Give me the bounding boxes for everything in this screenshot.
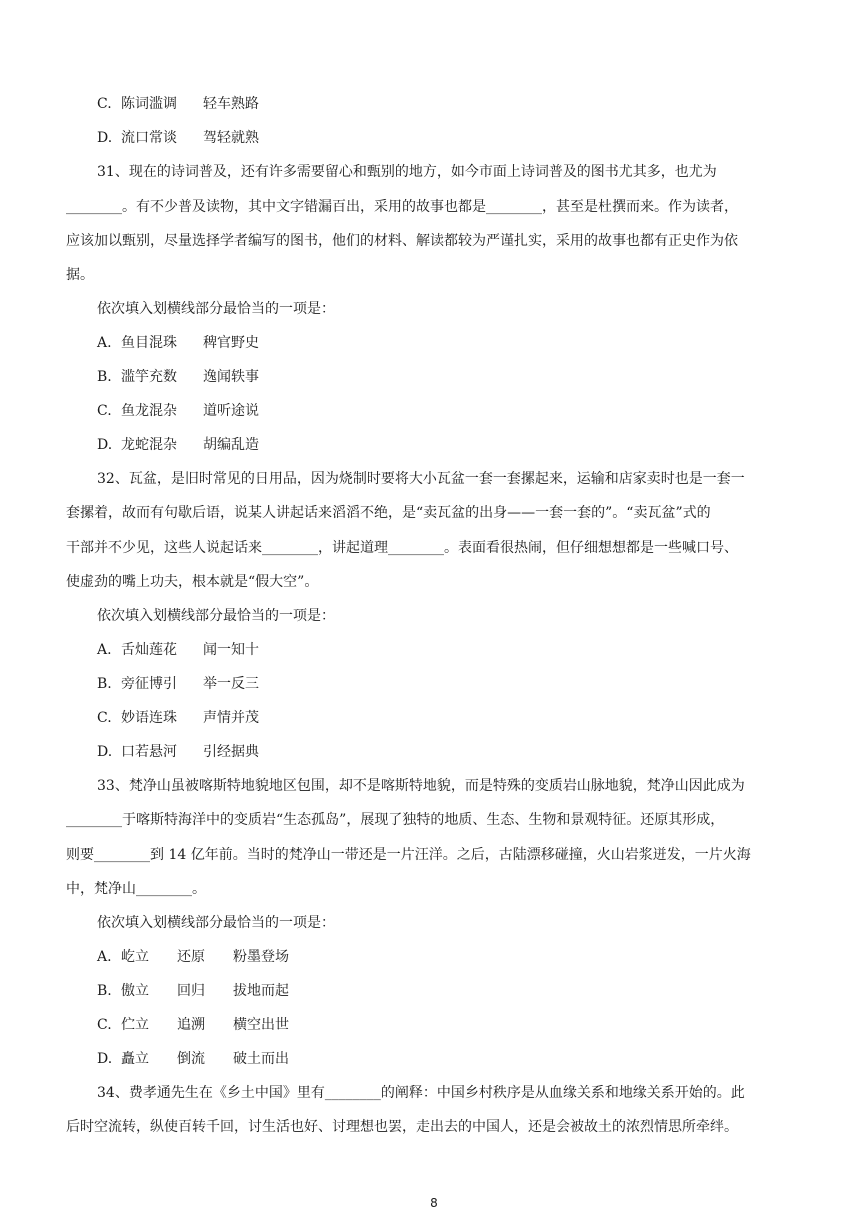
q31-text-line-2: ________。有不少普及读物，其中文字错漏百出，采用的故事也都是________，甚至是杜撰而来。作为读者，	[66, 199, 738, 215]
option-word-2: 胡编乱造	[203, 437, 259, 453]
q33-text-line-2: ________于喀斯特海洋中的变质岩“生态孤岛”，展现了独特的地质、生态、生物和景观特征。还原其形成，	[66, 812, 725, 828]
q32-text-line-4: 使虚劲的嘴上功夫，根本就是“假大空”。	[66, 574, 319, 590]
option-word-1: 口若悬河	[121, 744, 177, 760]
option-word-1: 鱼龙混杂	[121, 403, 177, 419]
option-word-1: 鱼目混珠	[121, 335, 177, 351]
q33-text-line-4: 中，梵净山________。	[66, 881, 206, 897]
option-letter: A.	[97, 642, 112, 658]
q31-text-line-3: 应该加以甄别，尽量选择学者编写的图书，他们的材料、解读都较为严谨扎实，采用的故事也都有正史作为依	[66, 233, 738, 249]
option-word-1: 龙蛇混杂	[121, 437, 177, 453]
q33-option-b	[97, 981, 289, 1001]
option-word-2: 回归	[177, 983, 205, 999]
q32-prompt: 依次填入划横线部分最恰当的一项是：	[97, 608, 335, 624]
option-word-2: 举一反三	[203, 676, 259, 692]
option-word-3: 破土而出	[233, 1051, 289, 1067]
q30-option-d	[97, 128, 259, 148]
q31-option-b	[97, 367, 259, 387]
option-letter: B.	[97, 369, 112, 385]
option-word-1: 妙语连珠	[121, 710, 177, 726]
q31-option-d	[97, 435, 259, 455]
q33-option-d	[97, 1049, 289, 1069]
option-word-2: 追溯	[177, 1017, 205, 1033]
q33-option-c	[97, 1015, 289, 1035]
option-word-1: 旁征博引	[121, 676, 177, 692]
option-word-2: 倒流	[177, 1051, 205, 1067]
q33-prompt: 依次填入划横线部分最恰当的一项是：	[97, 915, 335, 931]
option-letter: D.	[97, 437, 113, 453]
q32-text-line-3: 干部并不少见，这些人说起话来________，讲起道理________。表面看很热闹，但仔细想想都是一些喊口号、	[66, 540, 738, 556]
q34-text-line-2: 后时空流转，纵使百转千回，讨生活也好、讨理想也罢，走出去的中国人，还是会被故土的浓烈情思所牵绊。	[66, 1119, 738, 1135]
option-word-1: 矗立	[121, 1051, 149, 1067]
option-word-1: 滥竽充数	[121, 369, 177, 385]
option-word-2: 驾轻就熟	[203, 130, 259, 146]
q31-option-c	[97, 401, 259, 421]
option-word-1: 傲立	[121, 983, 149, 999]
option-word-2: 闻一知十	[203, 642, 259, 658]
q31-text-line-4: 据。	[66, 267, 94, 283]
option-letter: A.	[97, 335, 112, 351]
option-word-2: 引经据典	[203, 744, 259, 760]
option-word-3: 粉墨登场	[233, 949, 289, 965]
option-word-1: 流口常谈	[121, 130, 177, 146]
q34-text-line-1: 34、费孝通先生在《乡土中国》里有________的阐释：中国乡村秩序是从血缘关系和地缘关系开始的。此	[97, 1085, 745, 1101]
q33-option-a	[97, 947, 289, 967]
option-letter: B.	[97, 983, 112, 999]
option-letter: C.	[97, 403, 112, 419]
q31-prompt: 依次填入划横线部分最恰当的一项是：	[97, 301, 335, 317]
option-word-2: 声情并茂	[203, 710, 259, 726]
q32-option-b	[97, 674, 259, 694]
q30-option-c	[97, 94, 259, 114]
q32-option-c	[97, 708, 259, 728]
page-number: 8	[430, 1196, 438, 1210]
option-letter: C.	[97, 96, 112, 112]
option-letter: D.	[97, 744, 113, 760]
option-letter: D.	[97, 1051, 113, 1067]
q32-option-a	[97, 640, 259, 660]
option-word-3: 拔地而起	[233, 983, 289, 999]
option-word-2: 还原	[177, 949, 205, 965]
q32-text-line-1: 32、瓦盆，是旧时常见的日用品，因为烧制时要将大小瓦盆一套一套摞起来，运输和店家卖时也是一套一	[97, 471, 745, 487]
q31-option-a	[97, 333, 259, 353]
option-word-2: 稗官野史	[203, 335, 259, 351]
option-word-3: 横空出世	[233, 1017, 289, 1033]
option-word-1: 伫立	[121, 1017, 149, 1033]
option-word-2: 道听途说	[203, 403, 259, 419]
q32-option-d	[97, 742, 259, 762]
option-word-2: 轻车熟路	[203, 96, 259, 112]
q33-text-line-3: 则要________到 14 亿年前。当时的梵净山一带还是一片汪洋。之后，古陆漂移碰撞，火山岩浆迸发，一片火海	[66, 847, 751, 863]
option-letter: C.	[97, 1017, 112, 1033]
option-word-1: 屹立	[121, 949, 149, 965]
option-word-1: 陈词滥调	[121, 96, 177, 112]
q31-text-line-1: 31、现在的诗词普及，还有许多需要留心和甄别的地方，如今市面上诗词普及的图书尤其多，也尤为	[97, 164, 717, 180]
q33-text-line-1: 33、梵净山虽被喀斯特地貌地区包围，却不是喀斯特地貌，而是特殊的变质岩山脉地貌，梵净山因此成为	[97, 778, 745, 794]
option-letter: D.	[97, 130, 113, 146]
option-letter: A.	[97, 949, 112, 965]
option-word-1: 舌灿莲花	[121, 642, 177, 658]
option-word-2: 逸闻轶事	[203, 369, 259, 385]
option-letter: B.	[97, 676, 112, 692]
q32-text-line-2: 套摞着，故而有句歇后语，说某人讲起话来滔滔不绝，是“卖瓦盆的出身——一套一套的”。“卖瓦盆”式的	[66, 505, 711, 521]
option-letter: C.	[97, 710, 112, 726]
